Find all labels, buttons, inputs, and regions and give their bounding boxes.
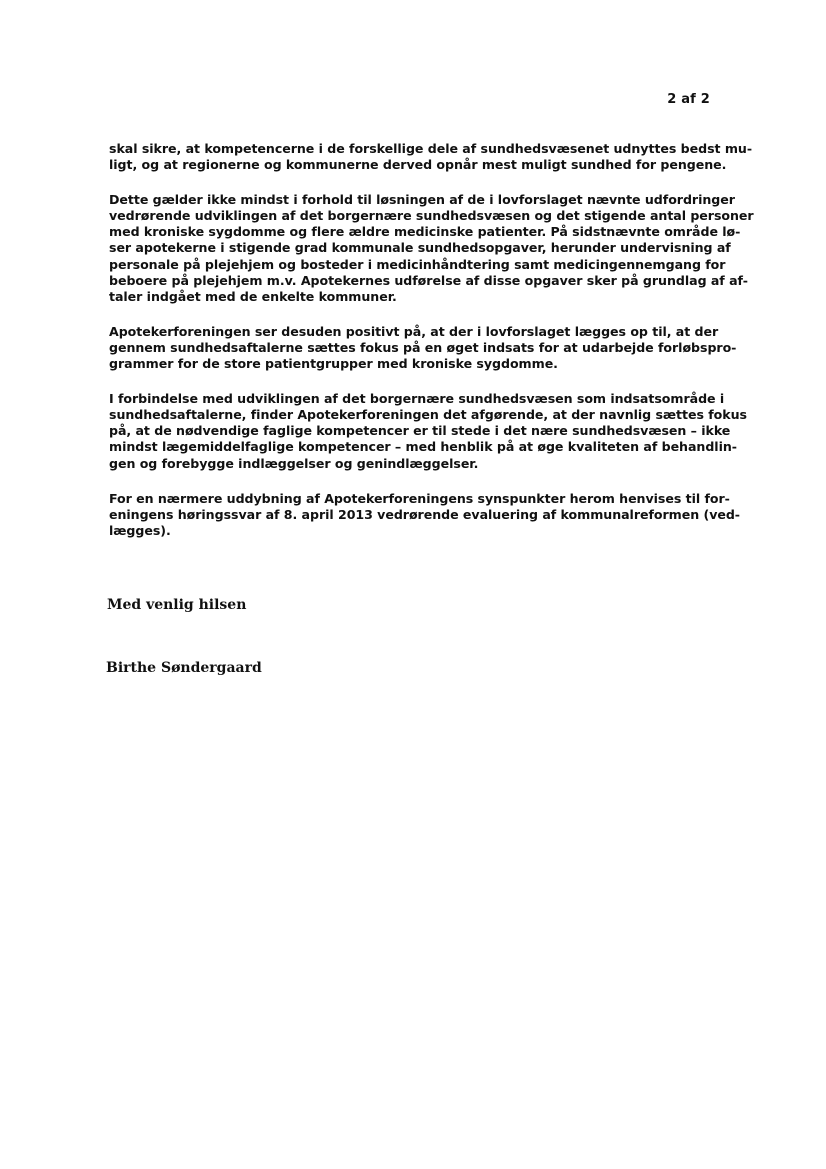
- letter-body: [109, 141, 754, 558]
- paragraph: [109, 141, 753, 173]
- text-line: grammer for de store patientgrupper med kroniske sygdomme.: [109, 356, 558, 372]
- text-line: med kroniske sygdomme og flere ældre medicinske patienter. På sidstnævnte område lø-: [109, 224, 741, 240]
- paragraph: [109, 323, 737, 372]
- text-line: Apotekerforeningen ser desuden positivt på, at der i lovforslaget lægges op til, at der: [109, 323, 719, 339]
- paragraph: [109, 192, 754, 305]
- text-line: vedrørende udviklingen af det borgernære sundhedsvæsen og det stigende antal personer: [109, 208, 754, 224]
- text-line: gennem sundhedsaftalerne sættes fokus på en øget indsats for at udarbejde forløbspro-: [109, 339, 737, 355]
- text-line: personale på plejehjem og bosteder i medicinhåndtering samt medicingennemgang for: [109, 256, 726, 272]
- text-line: beboere på plejehjem m.v. Apotekernes udførelse af disse opgaver sker på grundlag af af-: [109, 272, 748, 288]
- paragraph: [109, 490, 740, 539]
- text-line: gen og forebygge indlæggelser og genindlæggelser.: [109, 455, 479, 471]
- text-line: lægges).: [109, 522, 171, 538]
- text-line: For en nærmere uddybning af Apotekerforeningens synspunkter herom henvises til for-: [109, 490, 730, 506]
- closing-greeting: Med venlig hilsen: [107, 597, 247, 613]
- text-line: I forbindelse med udviklingen af det borgernære sundhedsvæsen som indsatsområde i: [109, 391, 725, 407]
- text-line: ser apotekerne i stigende grad kommunale sundhedsopgaver, herunder undervisning af: [109, 240, 731, 256]
- text-line: på, at de nødvendige faglige kompetencer er til stede i det nære sundhedsvæsen – ikke: [109, 423, 731, 439]
- text-line: sundhedsaftalerne, finder Apotekerforeningen det afgørende, at der navnlig sættes fokus: [109, 407, 747, 423]
- text-line: ligt, og at regionerne og kommunerne derved opnår mest muligt sundhed for pengene.: [109, 157, 727, 173]
- text-line: skal sikre, at kompetencerne i de forskellige dele af sundhedsvæsenet udnyttes bedst mu-: [109, 141, 753, 156]
- page-number: 2 af 2: [667, 92, 710, 107]
- text-line: Dette gælder ikke mindst i forhold til løsningen af de i lovforslaget nævnte udfordringer: [109, 192, 735, 208]
- paragraph: [109, 391, 747, 471]
- text-line: eningens høringssvar af 8. april 2013 vedrørende evaluering af kommunalreformen (ved-: [109, 506, 740, 522]
- text-line: mindst lægemiddelfaglige kompetencer – med henblik på at øge kvaliteten af behandlin-: [109, 439, 737, 455]
- signatory-name: Birthe Søndergaard: [106, 660, 262, 676]
- text-line: taler indgået med de enkelte kommuner.: [109, 288, 397, 304]
